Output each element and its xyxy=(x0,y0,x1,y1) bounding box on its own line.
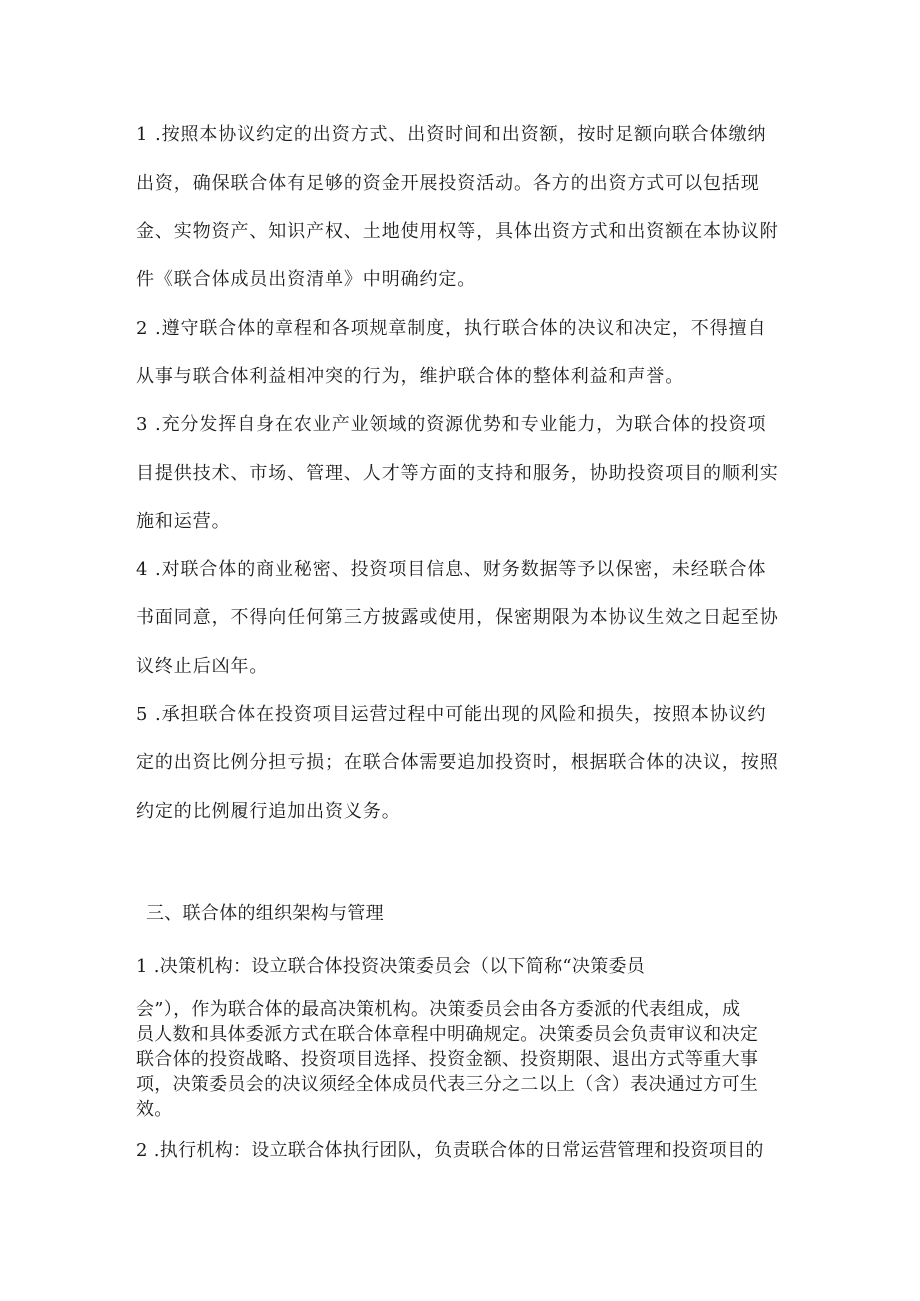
governance-1-line-3: 员人数和具体委派方式在联合体章程中明确规定。决策委员会负责审议和决定 xyxy=(136,1024,759,1045)
governance-2-line-1: 2 .执行机构：设立联合体执行团队，负责联合体的日常运营管理和投资项目的 xyxy=(136,1140,764,1161)
obligation-4-line-2: 书面同意，不得向任何第三方披露或使用，保密期限为本协议生效之日起至协 xyxy=(136,607,779,628)
obligation-2-line-2: 从事与联合体利益相冲突的行为，维护联合体的整体利益和声誉。 xyxy=(136,366,685,387)
governance-1-line-4: 联合体的投资战略、投资项目选择、投资金额、投资期限、退出方式等重大事 xyxy=(136,1049,759,1070)
obligation-3-line-2: 目提供技术、市场、管理、人才等方面的支持和服务，协助投资项目的顺利实 xyxy=(136,463,779,484)
obligation-5-line-3: 约定的比例履行追加出资义务。 xyxy=(136,801,401,822)
governance-1-line-6: 效。 xyxy=(136,1099,173,1120)
obligation-4-line-3: 议终止后凶年。 xyxy=(136,656,269,677)
obligation-1-line-1: 1 .按照本协议约定的出资方式、出资时间和出资额，按时足额向联合体缴纳 xyxy=(136,124,767,145)
obligation-2-line-1: 2 .遵守联合体的章程和各项规章制度，执行联合体的决议和决定，不得擅自 xyxy=(136,318,767,339)
obligation-5-line-2: 定的出资比例分担亏损；在联合体需要追加投资时，根据联合体的决议，按照 xyxy=(136,752,779,773)
obligation-1-line-4: 件《联合体成员出资清单》中明确约定。 xyxy=(136,269,477,290)
obligation-3-line-3: 施和运营。 xyxy=(136,511,231,532)
obligation-3-line-1: 3 .充分发挥自身在农业产业领域的资源优势和专业能力，为联合体的投资项 xyxy=(136,414,767,435)
section-heading: 三、联合体的组织架构与管理 xyxy=(146,903,384,924)
governance-1-line-2: 会”），作为联合体的最高决策机构。决策委员会由各方委派的代表组成，成 xyxy=(136,999,741,1020)
obligation-5-line-1: 5 .承担联合体在投资项目运营过程中可能出现的风险和损失，按照本协议约 xyxy=(136,704,767,725)
obligation-1-line-2: 出资，确保联合体有足够的资金开展投资活动。各方的出资方式可以包括现 xyxy=(136,173,760,194)
governance-1-line-5: 项，决策委员会的决议须经全体成员代表三分之二以上（含）表决通过方可生 xyxy=(136,1074,759,1095)
obligation-1-line-3: 金、实物资产、知识产权、土地使用权等，具体出资方式和出资额在本协议附 xyxy=(136,221,779,242)
obligation-4-line-1: 4 .对联合体的商业秘密、投资项目信息、财务数据等予以保密，未经联合体 xyxy=(136,559,767,580)
governance-1-line-1: 1 .决策机构：设立联合体投资决策委员会（以下简称“决策委员 xyxy=(136,956,646,977)
